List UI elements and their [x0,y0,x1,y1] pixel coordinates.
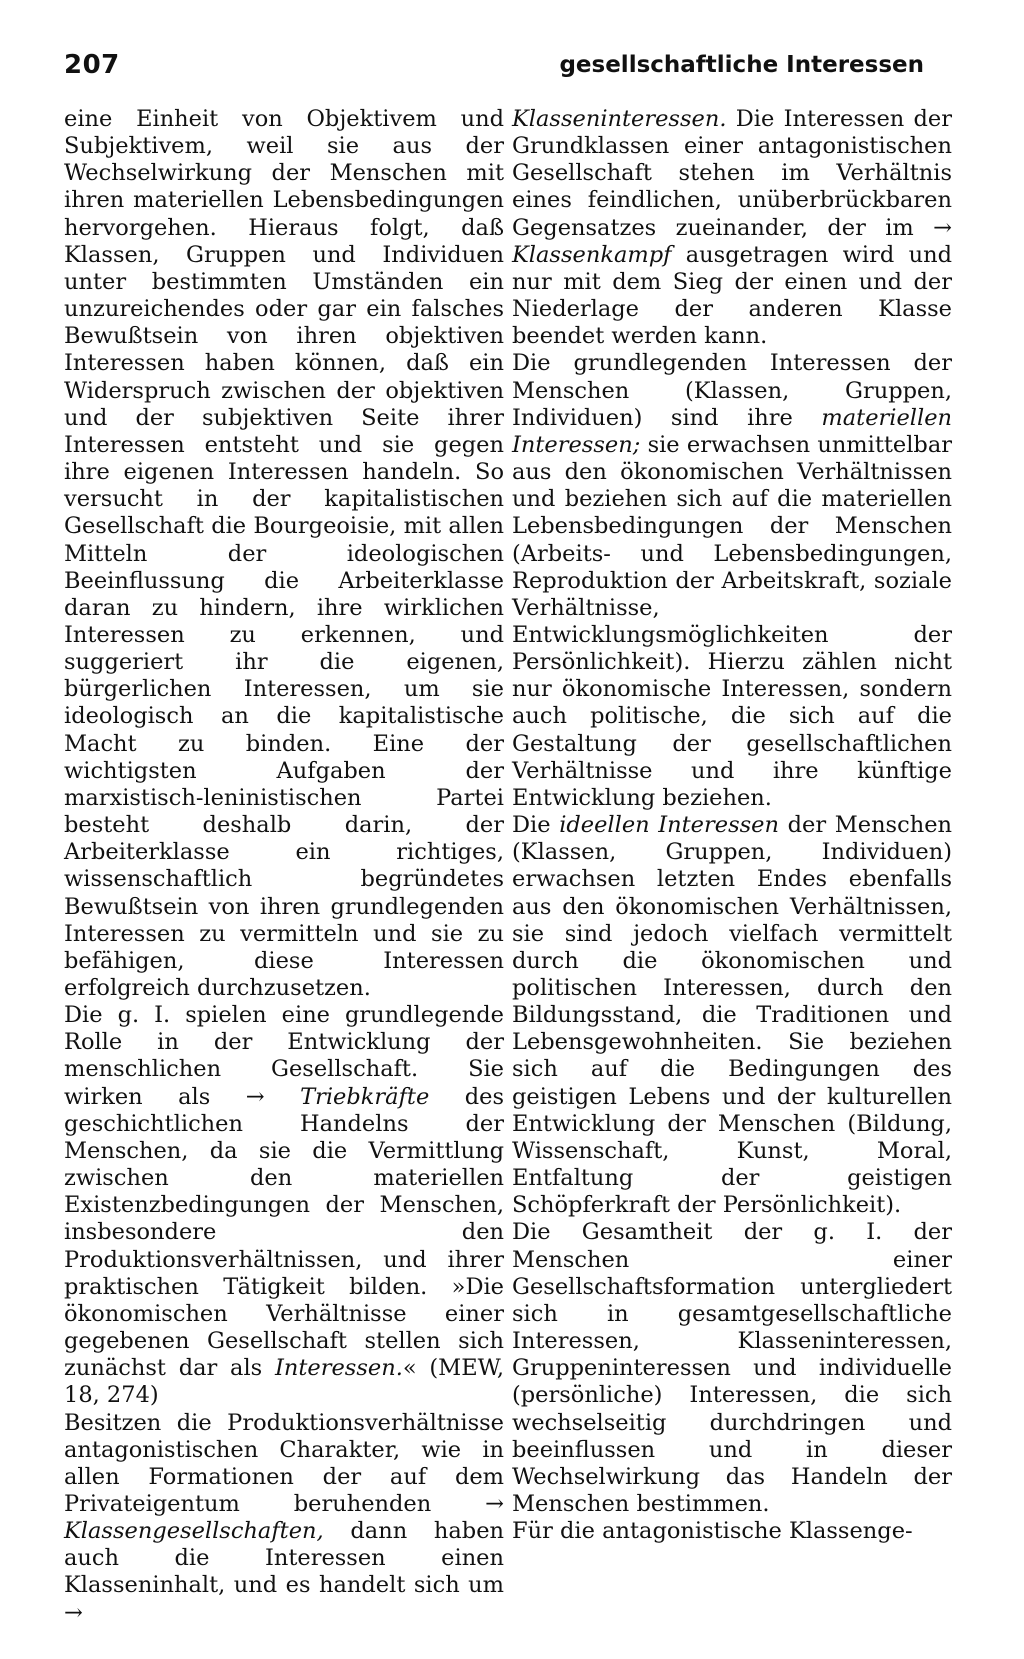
quote-emphasis: Interessen. [275,1355,403,1382]
paragraph-text: eine Einheit von Objektivem und Subjektivem, weil sie aus der Wechselwirkung der Menschen mit ihren materiellen Lebensbedingungen hervorgehen. Hieraus folgt, daß Klassen, Gruppen und Individuen unter bestimmten Umständen ein unzureichendes oder gar ein falsches Bewußtsein von ihren objektiven Interessen haben können, daß ein Widerspruch zwischen der objektiven und der subjektiven Seite ihrer Interessen entsteht und sie gegen ihre eigenen Interessen handeln. So versucht in der kapitalistischen Gesellschaft die Bourgeoisie, mit allen Mitteln der ideologischen Beeinflussung die Arbeiterklasse daran zu hindern, ihre wirklichen Interessen zu erkennen, und suggeriert ihr die eigenen, bürgerlichen Interessen, um sie ideologisch an die kapitalistische Macht zu binden. Eine der wichtigsten Aufgaben der marxistisch-leninistischen Partei besteht deshalb darin, der Arbeiterklasse ein richtiges, wissenschaftlich begründetes Bewußtsein von ihren grundlegenden Interessen zu vermitteln und sie zu befähigen, diese Interessen erfolgreich durchzusetzen. [64,106,504,1001]
citation: « (MEW, 18, 274) [64,1355,504,1409]
paragraph-text: der Menschen (Klassen, Gruppen, Individuen) erwachsen letzten Endes ebenfalls aus den ökonomischen Verhältnissen, sie sind jedoch vielfach vermittelt durch die ökonomischen und politischen Interessen, durch den Bildungsstand, die Traditionen und Lebensgewohnheiten. Sie beziehen sich auf die Bedingungen des geistigen Lebens und der kulturellen Entwicklung der Menschen (Bildung, Wissenschaft, Kunst, Moral, Entfaltung der geistigen Schöpferkraft der Persönlichkeit). [512,812,953,1219]
paragraph-text: Die grundlegenden Interessen der Menschen (Klassen, Gruppen, Individuen) sind ihre [512,350,952,431]
page-header [64,50,924,90]
paragraph [512,1518,952,1545]
cross-reference-link[interactable]: Klassenkampf [512,241,672,268]
paragraph [512,350,952,812]
left-column [64,106,504,1627]
paragraph-text: Besitzen die Produktionsverhältnisse antagonistischen Charakter, wie in allen Formationen der auf dem Privateigentum beruhenden → [64,1409,504,1517]
term-emphasis: materiellen Interessen; [512,404,952,458]
paragraph [512,106,952,350]
paragraph [64,1410,504,1627]
page-number: 207 [64,50,120,80]
paragraph-text: Die g. I. spielen eine grundlegende Rolle in der Entwicklung der menschlichen Gesellschaft. Sie wirken als → [64,1002,504,1110]
paragraph-text: Die [512,812,551,839]
paragraph-text: sie erwachsen unmittelbar aus den ökonomischen Verhältnissen und beziehen sich auf die materiellen Lebensbedingungen der Menschen (Arbeits- und Lebensbedingungen, Reproduktion der Arbeitskraft, soziale Verhältnisse, Entwicklungsmöglichkeiten der Persönlichkeit). Hierzu zählen nicht nur ökonomische Interessen, sondern auch politische, die sich auf die Gestaltung der gesellschaftlichen Verhältnisse und ihre künftige Entwicklung beziehen. [512,431,953,811]
paragraph-text: des geschichtlichen Handelns der Menschen, da sie die Vermittlung zwischen den materiellen Existenzbedingungen der Menschen, insbesondere den Produktionsverhältnissen, und ihrer praktischen Tätigkeit bilden. »Die ökonomischen Verhältnisse einer gegebenen Gesellschaft stellen sich zunächst dar als [64,1083,505,1382]
paragraph [512,1219,952,1518]
cross-reference-link[interactable]: Klassengesellschaften, [64,1518,324,1545]
right-column [512,106,952,1545]
paragraph-text: Für die antagonistische Klassenge- [512,1518,913,1545]
term-emphasis: ideellen Interessen [559,812,779,839]
paragraph-text: dann haben auch die Interessen einen Klasseninhalt, und es handelt sich um → [64,1518,504,1626]
running-head: gesellschaftliche Interessen [559,52,924,78]
cross-reference-link[interactable]: Klasseninteressen. [512,106,727,132]
paragraph-text: ausgetragen wird und nur mit dem Sieg der einen und der Niederlage der anderen Klasse beendet werden kann. [512,241,952,350]
paragraph [64,1002,504,1409]
paragraph-text: Die Gesamtheit der g. I. der Menschen einer Gesellschaftsformation untergliedert sich in gesamtgesellschaftliche Interessen, Klasseninteressen, Gruppeninteressen und individuelle (persönliche) Interessen, die sich wechselseitig durchdringen und beeinflussen und in dieser Wechselwirkung das Handeln der Menschen bestimmen. [512,1219,952,1517]
paragraph [64,106,504,1002]
paragraph-text: Die Interessen der Grundklassen einer antagonistischen Gesellschaft stehen im Verhältnis eines feindlichen, unüberbrückbaren Gegensatzes zueinander, der im → [512,106,952,241]
paragraph [512,812,952,1219]
cross-reference-link[interactable]: Triebkräfte [300,1083,430,1110]
